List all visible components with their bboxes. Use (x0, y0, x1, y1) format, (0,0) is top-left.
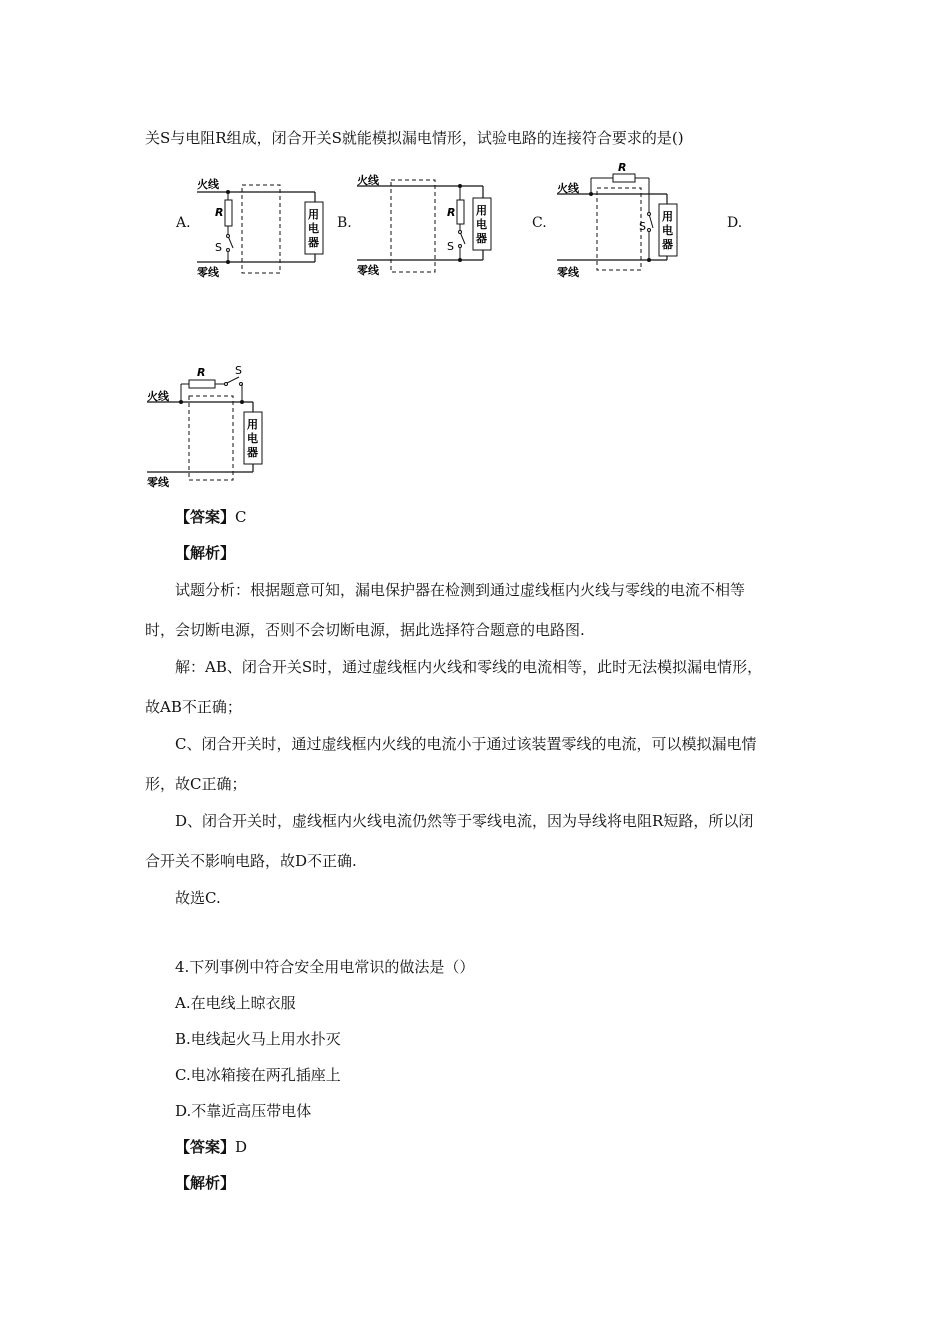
neutral-wire-label: 零线 (147, 476, 169, 489)
resistor-label: R (197, 366, 206, 379)
answer-value: C (235, 508, 247, 526)
appliance-label-3: 器 (476, 232, 487, 245)
neutral-wire-label: 零线 (357, 264, 379, 277)
analysis-line: 故AB不正确； (145, 698, 242, 716)
switch-label: S (215, 241, 222, 254)
option-c-label: C. (532, 215, 547, 231)
appliance-label-2: 电 (247, 432, 258, 445)
switch-label: S (447, 240, 454, 253)
question-4-option-c: C.电冰箱接在两孔插座上 (175, 1066, 341, 1084)
answer-value: D (235, 1138, 248, 1156)
circuit-d-diagram (145, 362, 280, 492)
option-b-label: B. (337, 215, 352, 231)
option-a-label: A. (176, 215, 191, 231)
resistor-symbol (225, 200, 232, 226)
live-wire-label: 火线 (557, 182, 579, 195)
switch-label: S (639, 220, 646, 233)
answer-tag: 【答案】 (175, 508, 236, 526)
switch-symbol (649, 214, 653, 228)
analysis-line: 合开关不影响电路，故D不正确. (145, 852, 357, 870)
analysis-tag: 【解析】 (175, 544, 236, 562)
question-4-option-d: D.不靠近高压带电体 (175, 1102, 312, 1120)
resistor-symbol (613, 174, 635, 182)
appliance-label-1: 用 (662, 210, 673, 223)
neutral-wire-label: 零线 (197, 266, 219, 279)
answer-row (175, 1137, 247, 1157)
option-d-label: D. (727, 215, 743, 231)
appliance-label-2: 电 (662, 224, 673, 237)
question-3-stem: 关S与电阻R组成，闭合开关S就能模拟漏电情形，试验电路的连接符合要求的是() (145, 129, 684, 147)
appliance-label-1: 用 (476, 204, 487, 217)
circuit-a-diagram (195, 172, 330, 282)
circuit-c-diagram (555, 160, 690, 282)
analysis-line: D、闭合开关时，虚线框内火线电流仍然等于零线电流，因为导线将电阻R短路，所以闭 (175, 812, 754, 830)
circuit-b-diagram (355, 170, 500, 282)
analysis-tag: 【解析】 (175, 1174, 236, 1192)
analysis-line: 故选C. (175, 889, 221, 907)
question-4-option-a: A.在电线上晾衣服 (175, 994, 296, 1012)
resistor-label: R (618, 161, 627, 174)
appliance-label-3: 器 (308, 236, 319, 249)
analysis-line: 形，故C正确； (145, 775, 247, 793)
resistor-symbol (189, 380, 215, 388)
analysis-line: 试题分析：根据题意可知，漏电保护器在检测到通过虚线框内火线与零线的电流不相等 (175, 581, 746, 599)
analysis-line: C、闭合开关时，通过虚线框内火线的电流小于通过该装置零线的电流，可以模拟漏电情 (175, 735, 757, 753)
live-wire-label: 火线 (197, 178, 219, 191)
analysis-line: 解：AB、闭合开关S时，通过虚线框内火线和零线的电流相等，此时无法模拟漏电情形， (175, 658, 763, 676)
question-4-stem: 4.下列事例中符合安全用电常识的做法是（） (175, 958, 475, 976)
switch-symbol (227, 377, 239, 383)
analysis-line: 时，会切断电源，否则不会切断电源，据此选择符合题意的电路图. (145, 621, 585, 639)
live-wire-label: 火线 (357, 174, 379, 187)
appliance-label-2: 电 (476, 218, 487, 231)
resistor-symbol (457, 200, 464, 224)
resistor-label: R (447, 206, 456, 219)
switch-label: S (235, 364, 242, 377)
question-4-option-b: B.电线起火马上用水扑灭 (175, 1030, 341, 1048)
neutral-wire-label: 零线 (557, 266, 579, 279)
appliance-label-3: 器 (662, 238, 673, 251)
resistor-label: R (215, 206, 224, 219)
appliance-label-1: 用 (308, 208, 319, 221)
live-wire-label: 火线 (147, 390, 169, 403)
answer-row (175, 507, 247, 527)
answer-tag: 【答案】 (175, 1138, 236, 1156)
appliance-label-1: 用 (247, 418, 258, 431)
appliance-label-3: 器 (247, 446, 258, 459)
appliance-label-2: 电 (308, 222, 319, 235)
